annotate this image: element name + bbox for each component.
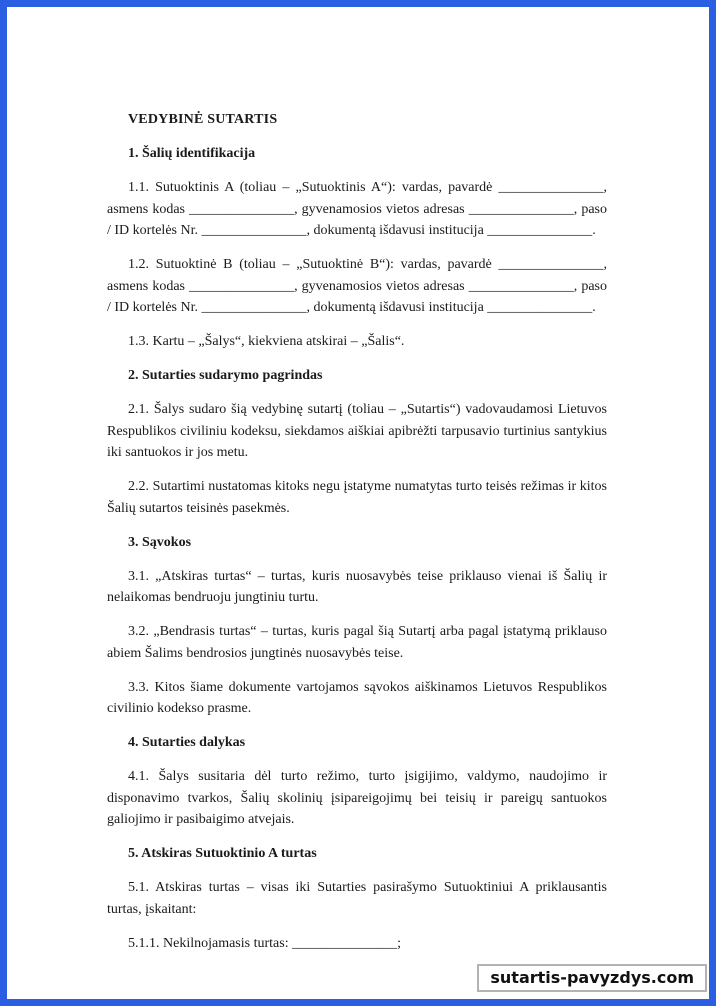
paragraph-2-2: 2.2. Sutartimi nustatomas kitoks negu įstatyme numatytas turto teisės režimas ir kitos Šalių sutartos teisinės pasekmės. xyxy=(107,479,607,516)
paragraph-1-2: 1.2. Sutuoktinė B (toliau – „Sutuoktinė B“): vardas, pavardė _______________, asmens kodas _______________, gyvenamosios vietos adresas _______________, paso / ID kortelės Nr. _______________, dokumentą išdavusi institucija _______________. xyxy=(107,257,607,315)
paragraph-1-1: 1.1. Sutuoktinis A (toliau – „Sutuoktinis A“): vardas, pavardė _______________, asmens kodas _______________, gyvenamosios vietos adresas _______________, paso / ID kortelės Nr. _______________, dokumentą išdavusi institucija _______________. xyxy=(107,180,607,238)
section-heading-1: 1. Šalių identifikacija xyxy=(128,146,256,161)
paragraph-3-1: 3.1. „Atskiras turtas“ – turtas, kuris nuosavybės teise priklauso vienai iš Šalių ir nelaikomas bendruoju jungtiniu turtu. xyxy=(107,568,607,605)
watermark-label: sutartis-pavyzdys.com xyxy=(477,964,707,992)
paragraph-4-1: 4.1. Šalys susitaria dėl turto režimo, turto įsigijimo, valdymo, naudojimo ir disponavimo tvarkos, Šalių skolinių įsipareigojimų bei teisių ir pareigų santuokos galiojimo ir pasibaigimo atvejais. xyxy=(107,769,607,827)
document-title: VEDYBINĖ SUTARTIS xyxy=(128,112,278,127)
paragraph-1-3: 1.3. Kartu – „Šalys“, kiekviena atskirai – „Šalis“. xyxy=(128,334,405,349)
section-heading-2: 2. Sutarties sudarymo pagrindas xyxy=(128,368,323,383)
paragraph-5-1-1: 5.1.1. Nekilnojamasis turtas: _______________; xyxy=(128,935,401,951)
section-heading-3: 3. Sąvokos xyxy=(128,534,192,550)
contract-body xyxy=(107,109,607,967)
paragraph-2-1: 2.1. Šalys sudaro šią vedybinę sutartį (toliau – „Sutartis“) vadovaudamosi Lietuvos Respublikos civiliniu kodeksu, siekdamos aiškiai apibrėžti tarpusavio turtinius santykius iki santuokos ir jos metu. xyxy=(107,402,607,460)
paragraph-5-1: 5.1. Atskiras turtas – visas iki Sutarties pasirašymo Sutuoktiniui A priklausantis turtas, įskaitant: xyxy=(107,880,607,917)
section-heading-4: 4. Sutarties dalykas xyxy=(128,735,246,750)
paragraph-3-3: 3.3. Kitos šiame dokumente vartojamos sąvokos aiškinamos Lietuvos Respublikos civilinio kodekso prasme. xyxy=(107,679,607,716)
paragraph-3-2: 3.2. „Bendrasis turtas“ – turtas, kuris pagal šią Sutartį arba pagal įstatymą priklauso abiem Šalims bendrosios jungtinės nuosavybės teise. xyxy=(107,624,607,661)
section-heading-5: 5. Atskiras Sutuoktinio A turtas xyxy=(128,846,317,861)
